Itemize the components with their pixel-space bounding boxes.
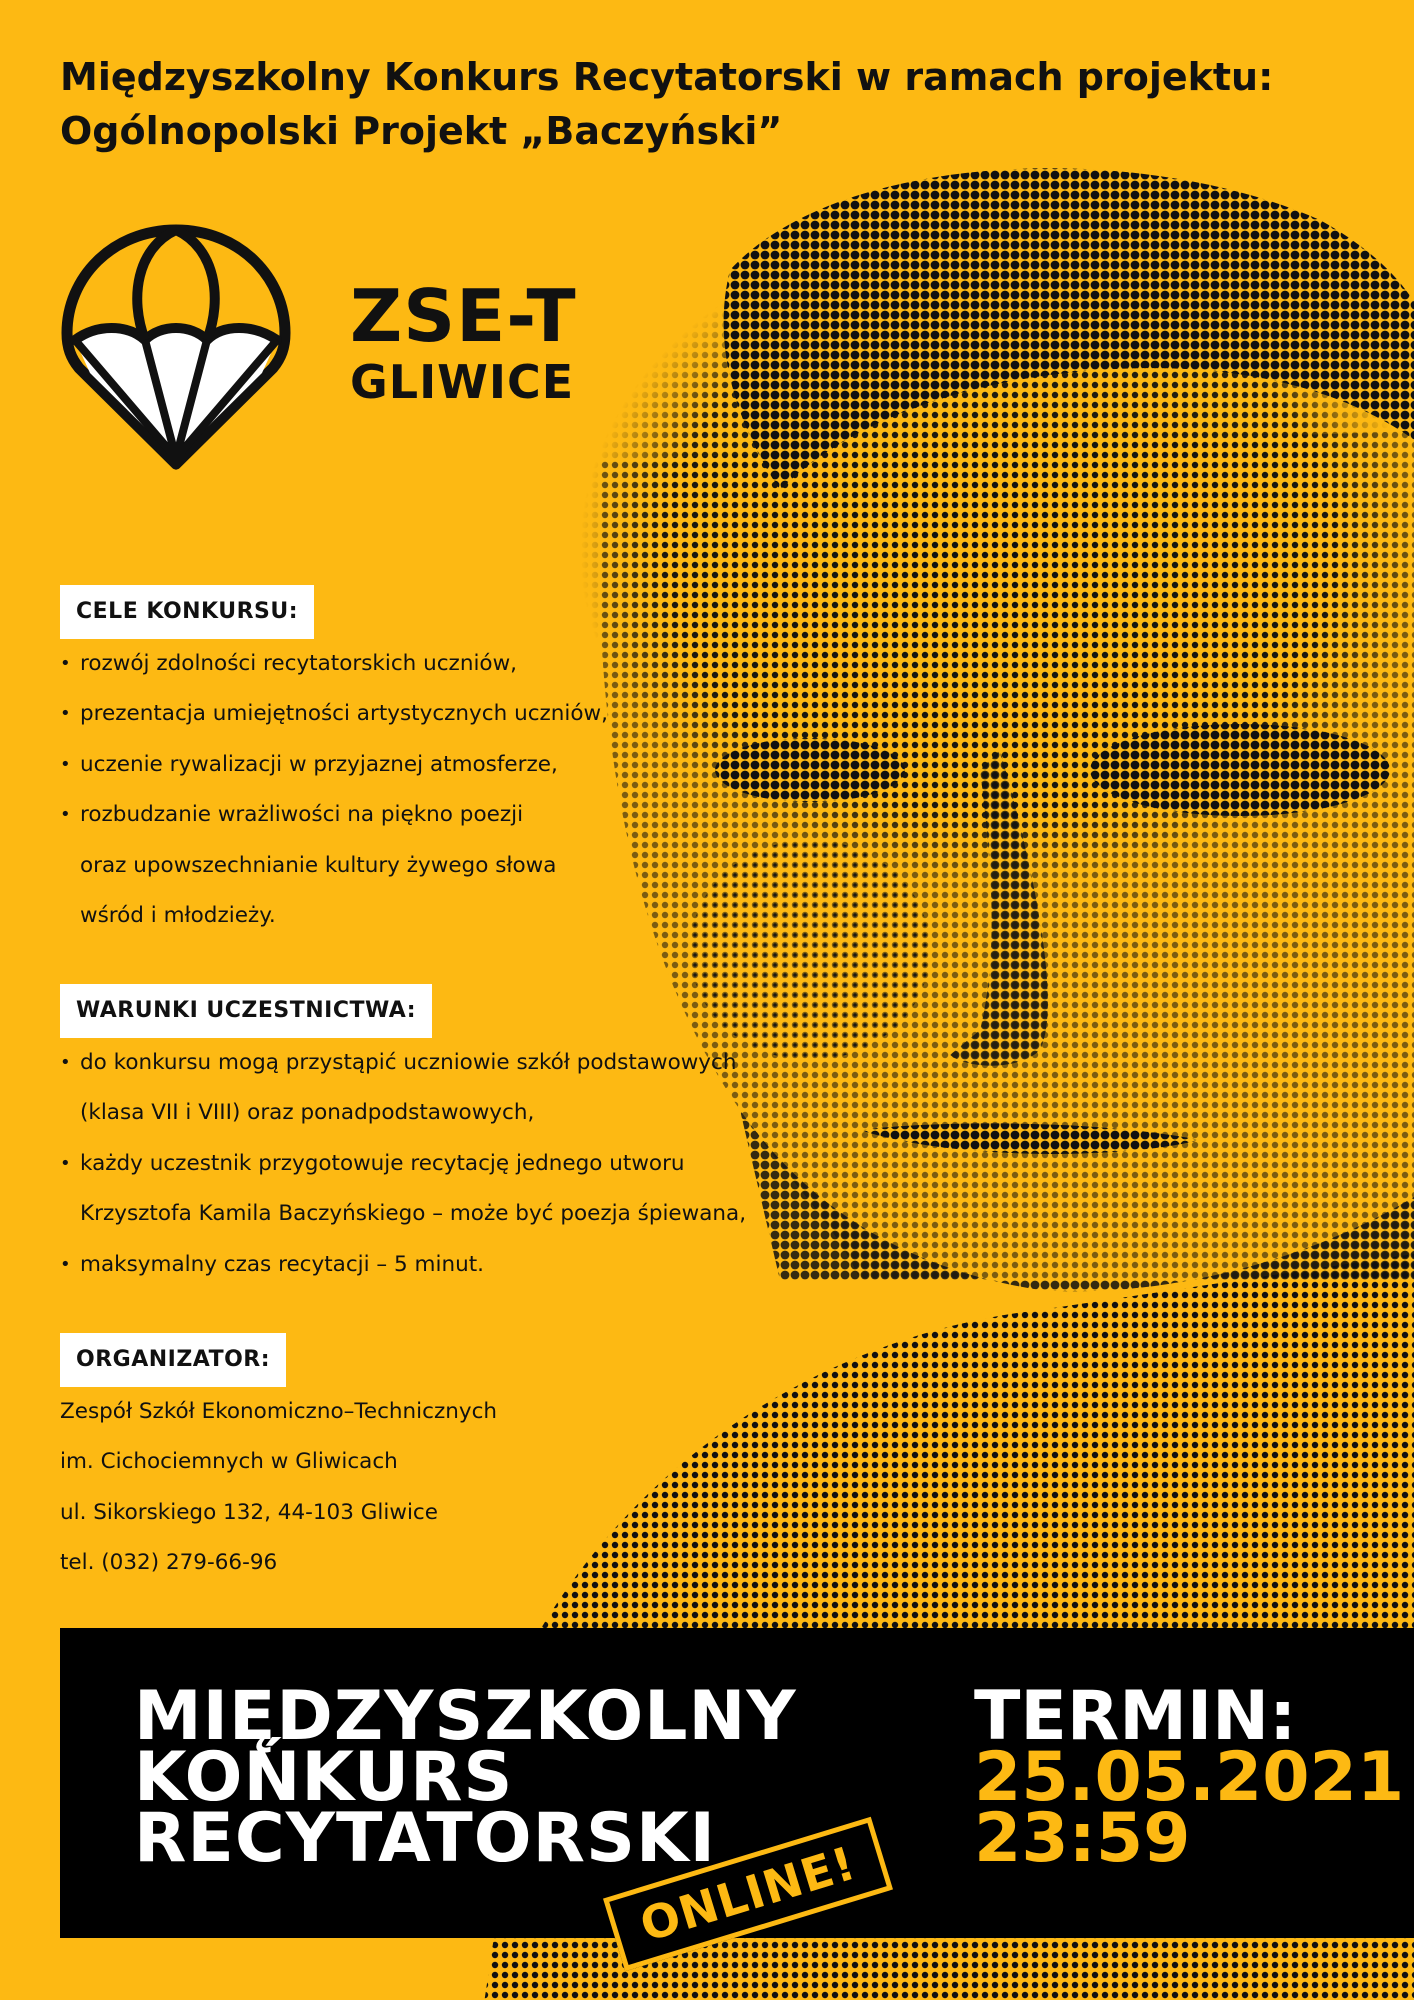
list-item-text: • rozbudzanie wrażliwości na piękno poezji: [80, 802, 524, 828]
banner-title-line: MIĘDZYSZKOLNY: [134, 1677, 797, 1756]
list-item-text: • do konkursu mogą przystąpić uczniowie szkół podstawowych: [80, 1050, 737, 1075]
conditions-heading: WARUNKI UCZESTNICTWA:: [60, 984, 432, 1038]
online-stamp: ONLINE!: [603, 1817, 893, 1972]
organizer-phone: tel. (032) 279-66-96: [60, 1550, 278, 1576]
list-item-text: (klasa VII i VIII) oraz ponadpodstawowych,: [80, 1100, 535, 1126]
list-item: [60, 1139, 820, 1240]
header: [60, 50, 1360, 158]
banner-title-line: KOŃKURS: [134, 1738, 514, 1817]
list-item-text: wśród i młodzieży.: [80, 903, 276, 929]
header-title-line-1: Międzyszkolny Konkurs Recytatorski w ramach projektu:: [60, 55, 1274, 99]
list-item: [60, 790, 820, 941]
organizer-heading: ORGANIZATOR:: [60, 1333, 286, 1387]
deadline-label: TERMIN:: [974, 1677, 1297, 1756]
deadline-time: 23:59: [974, 1799, 1191, 1878]
brand: [350, 274, 577, 409]
deadline: [974, 1677, 1405, 1878]
list-item-text: • uczenie rywalizacji w przyjaznej atmosferze,: [80, 751, 558, 777]
parachute-icon: [57, 218, 295, 476]
banner-title: [134, 1677, 797, 1878]
deadline-date: 25.05.2021: [974, 1738, 1405, 1817]
list-item: [60, 689, 820, 739]
goals-heading: CELE KONKURSU:: [60, 585, 314, 639]
goals-list: [60, 639, 820, 941]
list-item: [60, 740, 820, 790]
banner-title-line: RECYTATORSKI: [134, 1799, 716, 1878]
list-item-text: oraz upowszechnianie kultury żywego słowa: [80, 852, 557, 878]
header-title-line-2: Ogólnopolski Projekt „Baczyński”: [60, 109, 783, 153]
brand-name: ZSE-T: [350, 274, 577, 358]
list-item: [60, 1240, 820, 1290]
organizer-section: [60, 1333, 820, 1589]
list-item-text: Krzysztofa Kamila Baczyńskiego – może być poezja śpiewana,: [80, 1201, 747, 1227]
organizer-line: ul. Sikorskiego 132, 44-103 Gliwice: [60, 1499, 438, 1525]
organizer-line: Zespół Szkół Ekonomiczno–Technicznych: [60, 1399, 498, 1424]
list-item: [60, 639, 820, 689]
brand-city: GLIWICE: [350, 355, 575, 409]
list-item-text: • prezentacja umiejętności artystycznych uczniów,: [80, 701, 608, 727]
contest-banner: [60, 1628, 1414, 1953]
organizer-address: [60, 1387, 820, 1589]
list-item-text: • rozwój zdolności recytatorskich uczniów,: [80, 651, 518, 676]
organizer-line: im. Cichociemnych w Gliwicach: [60, 1449, 398, 1475]
list-item-text: • każdy uczestnik przygotowuje recytację jednego utworu: [80, 1150, 685, 1176]
conditions-section: [60, 984, 820, 1290]
goals-section: [60, 585, 820, 941]
list-item-text: • maksymalny czas recytacji – 5 minut.: [80, 1251, 484, 1277]
conditions-list: [60, 1038, 820, 1290]
list-item: [60, 1038, 820, 1139]
